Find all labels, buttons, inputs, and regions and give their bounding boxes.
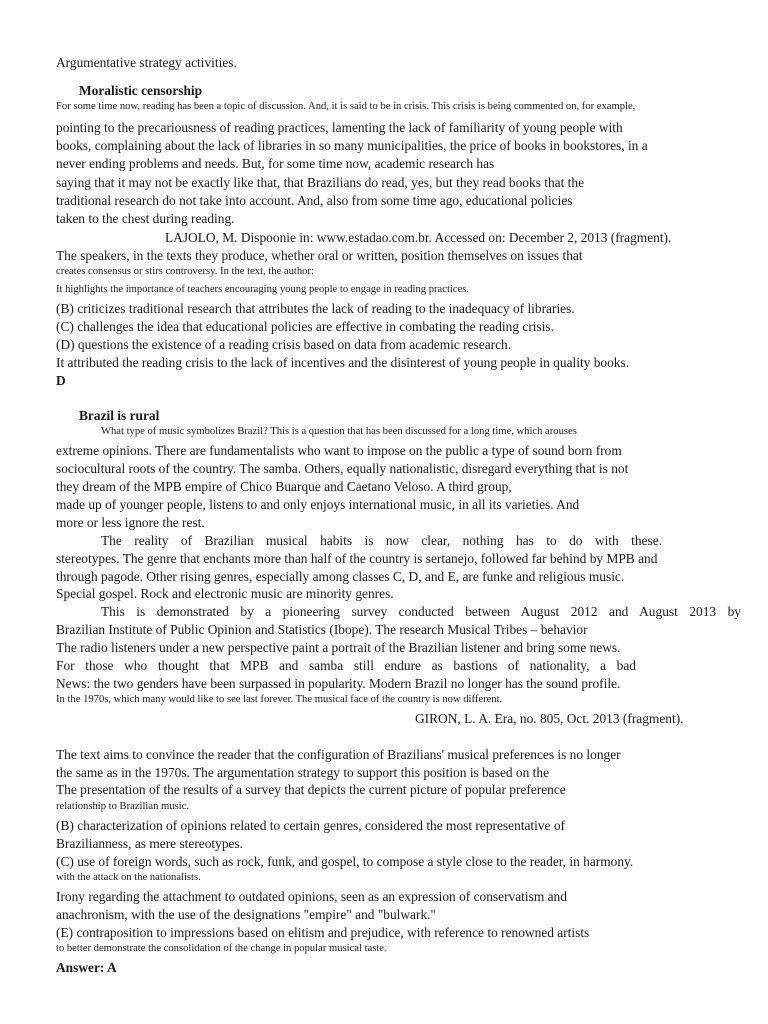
q1-text-line: saying that it may not be exactly like that, that Brazilians do read, yes, but they read books that the: [56, 175, 585, 190]
q2-text-line: Brazilian Institute of Public Opinion and Statistics (Ibope). The research Musical Tribes – behavior: [56, 622, 588, 637]
q1-option-e: It attributed the reading crisis to the lack of incentives and the disinterest of young people in quality books.: [56, 355, 630, 370]
q2-option-line: Irony regarding the attachment to outdated opinions, seen as an expression of conservatism and: [56, 889, 567, 904]
q2-text-line: For those who thought that MPB and samba still endure as bastions of nationality, a bad: [56, 658, 636, 673]
q1-text-line: books, complaining about the lack of libraries in so many municipalities, the price of books in bookstores, in a: [56, 138, 648, 153]
q2-text-line: stereotypes. The genre that enchants more than half of the country is sertanejo, followed far behind by MPB and: [56, 551, 658, 566]
q2-text-line: This is demonstrated by a pioneering survey conducted between August 2012 and August 2013 by: [101, 604, 741, 619]
q2-text-line: News: the two genders have been surpassed in popularity. Modern Brazil no longer has the sound profile.: [56, 676, 621, 691]
q2-option-line: to better demonstrate the consolidation of the change in popular musical taste.: [56, 943, 387, 954]
q2-answer: Answer: A: [56, 960, 117, 975]
q2-option-line: (C) use of foreign words, such as rock, funk, and gospel, to compose a style close to the reader, in harmony.: [56, 854, 634, 869]
q1-prompt-line: The speakers, in the texts they produce, whether oral or written, position themselves on issues that: [56, 248, 583, 263]
q2-option-line: anachronism, with the use of the designations "empire" and "bulwark.": [56, 907, 436, 922]
q1-text-line: never ending problems and needs. But, for some time now, academic research has: [56, 156, 495, 171]
q2-text-line: In the 1970s, which many would like to see last forever. The musical face of the country is now different.: [56, 694, 503, 705]
q2-option-line: with the attack on the nationalists.: [56, 872, 201, 883]
q1-option-b: (B) criticizes traditional research that attributes the lack of reading to the inadequacy of libraries.: [56, 301, 575, 316]
q1-text-line: taken to the chest during reading.: [56, 211, 235, 226]
q2-text-line: sociocultural roots of the country. The samba. Others, equally nationalistic, disregard everything that is not: [56, 461, 629, 476]
q2-prompt-line: The text aims to convince the reader that the configuration of Brazilians' musical preferences is no longer: [56, 747, 621, 762]
q2-text-line: through pagode. Other rising genres, especially among classes C, D, and E, are funke and religious music.: [56, 569, 625, 584]
q1-option-c: (C) challenges the idea that educational policies are effective in combating the reading crisis.: [56, 319, 554, 334]
q1-heading: Moralistic censorship: [79, 83, 203, 98]
q1-text-line: traditional research do not take into account. And, also from some time ago, educational policies: [56, 193, 573, 208]
q2-text-line: Special gospel. Rock and electronic music are minority genres.: [56, 586, 394, 601]
q1-option-d: (D) questions the existence of a reading crisis based on data from academic research.: [56, 337, 512, 352]
q1-text-line: For some time now, reading has been a topic of discussion. And, it is said to be in crisis. This crisis is being commented on, for example,: [56, 101, 636, 112]
q2-prompt-line: the same as in the 1970s. The argumentation strategy to support this position is based on the: [56, 765, 550, 780]
q1-source: LAJOLO, M. Dispoonie in: www.estadao.com.br. Accessed on: December 2, 2013 (fragment).: [165, 230, 672, 245]
q2-text-line: The radio listeners under a new perspective paint a portrait of the Brazilian listener and bring some news.: [56, 640, 621, 655]
q1-prompt-line: creates consensus or stirs controversy. In the text, the author:: [56, 266, 314, 277]
q2-text-line: extreme opinions. There are fundamentalists who want to impose on the public a type of sound born from: [56, 443, 622, 458]
q2-text-line: The reality of Brazilian musical habits is now clear, nothing has to do with these.: [101, 533, 662, 548]
q2-option-line: relationship to Brazilian music.: [56, 801, 189, 812]
q2-heading: Brazil is rural: [79, 408, 160, 423]
q2-option-line: The presentation of the results of a survey that depicts the current picture of popular preference: [56, 782, 566, 797]
q2-text-line: made up of younger people, listens to and only enjoys international music, in all its varieties. And: [56, 497, 580, 512]
document-title: Argumentative strategy activities.: [56, 55, 237, 70]
q2-source: GIRON, L. A. Era, no. 805, Oct. 2013 (fragment).: [415, 711, 684, 726]
q2-option-line: Brazilianness, as mere stereotypes.: [56, 836, 244, 851]
q1-option-a: It highlights the importance of teachers encouraging young people to engage in reading practices.: [56, 284, 470, 295]
q2-text-line: they dream of the MPB empire of Chico Buarque and Caetano Veloso. A third group,: [56, 479, 512, 494]
q1-answer: D: [56, 373, 66, 388]
q1-text-line: pointing to the precariousness of reading practices, lamenting the lack of familiarity of young people with: [56, 120, 623, 135]
q2-text-line: What type of music symbolizes Brazil? This is a question that has been discussed for a long time, which arouses: [101, 426, 577, 437]
q2-option-line: (E) contraposition to impressions based on elitism and prejudice, with reference to renowned artists: [56, 925, 590, 940]
q2-option-line: (B) characterization of opinions related to certain genres, considered the most representative of: [56, 818, 566, 833]
q2-text-line: more or less ignore the rest.: [56, 515, 205, 530]
